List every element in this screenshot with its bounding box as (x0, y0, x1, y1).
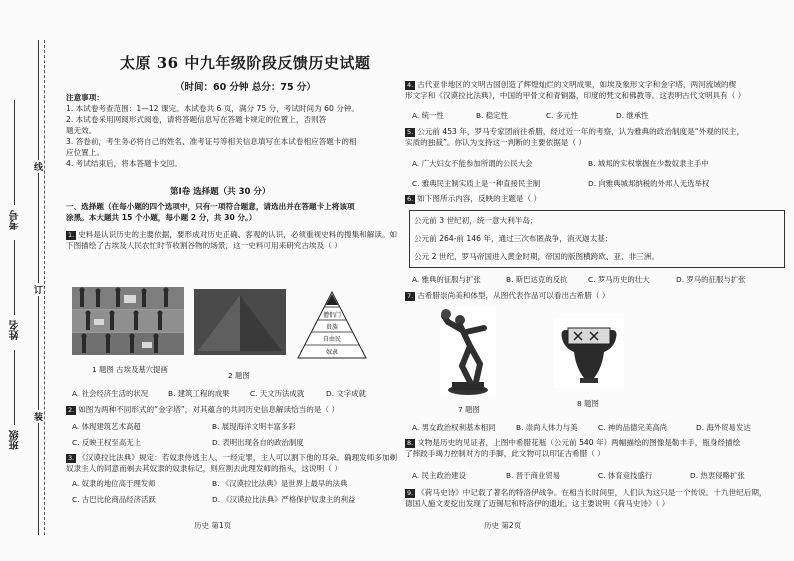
question-9 (405, 487, 790, 509)
ding-mark: 订 (34, 283, 43, 296)
question-text: 古希腊崇尚美和体型，从图代表作品可以看出古希腊（ ） (417, 291, 610, 300)
question-number: 4. (407, 81, 414, 89)
class-underline (14, 350, 15, 425)
q6-option-b[interactable]: B. 斯巴达克的反抗 (506, 275, 568, 284)
question-text: 史料是认识历史的主要依据，要形成对历史正确、客观的认识，必须重视史料的搜集和解读。如 (78, 230, 398, 239)
id-underline (14, 100, 15, 205)
q8-option-c[interactable]: C. 体育竞技盛行 (598, 471, 653, 480)
question-1 (66, 229, 406, 251)
q2-option-d[interactable]: D. 表明出现各自的政治制度 (212, 438, 304, 447)
notes-block (66, 103, 406, 169)
question-text: 实质的独裁”。你认为支持这一判断的主要依据是（ ） (405, 138, 587, 147)
q6-option-c[interactable]: C. 罗马历史的壮大 (588, 275, 650, 284)
q5-option-a[interactable]: A. 广大妇女不能参加所谓的公民大会 (412, 159, 533, 168)
question-text: 古代亚非地区的文明古国创造了辉煌灿烂的文明成果，如埃及象形文字和金字塔，两河流域的楔 (417, 80, 737, 89)
q4-option-d[interactable]: D. 继承性 (616, 111, 649, 120)
pyramid-tier-1: 僧侣门 (322, 312, 342, 319)
note-line: 3. 答卷前，考生务必将自己的姓名、准考证号等相关信息填写在本试卷相应答题卡的相 (66, 137, 357, 146)
question-text: 《汉谟拉比法典》规定：若奴隶侍逃主人，一经定罪，主人可以割下他的耳朵。确理发师多加剃 (78, 453, 398, 462)
question-text: 如图为两种不同形式的“金字塔”，对其蕴含的共同历史信息解读恰当的是（ ） (78, 405, 340, 414)
q5-option-d[interactable]: D. 向雅典城邦纳税的外邦人无选举权 (588, 179, 710, 188)
pyramid-tier-3: 自由民 (322, 336, 342, 343)
note-line: 题无效。 (66, 126, 97, 135)
question-3 (66, 452, 406, 474)
question-text: 《荷马史诗》中记载了著名的特洛伊战争。在相当长时间里，人们认为这只是一个传说。十九世纪后期， (417, 488, 767, 497)
question-number: 8. (407, 439, 414, 447)
pyramid-photo-image (194, 289, 286, 355)
q4-option-c[interactable]: C. 多元性 (546, 111, 579, 120)
question-text: 文物是历史的见证者，上图中希腊花瓶（公元前 540 年）两幅描绘的图像是勒丰手，瓶身经描绘 (417, 438, 741, 447)
name-label: 姓名 (10, 320, 21, 340)
q6-box-line-2: 公元前 264-前 146 年，通过三次布匿战争，消灭迦太基； (414, 234, 613, 243)
q7-option-c[interactable]: C. 神的品德完美高尚 (598, 423, 667, 432)
exam-title: 太原 36 中九年级阶段反馈历史试题 (120, 54, 371, 72)
q5-option-b[interactable]: B. 城邦的实权掌握在少数奴隶主手中 (588, 159, 709, 168)
q4-option-a[interactable]: A. 统一性 (412, 111, 444, 120)
section-intro (66, 201, 406, 223)
q1-option-a[interactable]: A. 社会经济生活的状况 (72, 389, 149, 398)
binding-dashed-line (44, 40, 45, 535)
q8-option-b[interactable]: B. 晋于商业贸易 (506, 471, 561, 480)
note-line: 1. 本试卷考查范围：1—12 课完。本试卷共 6 页，满分 75 分，考试时间为 60 分钟。 (66, 104, 360, 113)
q8-option-d[interactable]: D. 热衷侵略扩张 (690, 471, 745, 480)
question-number: 3. (68, 454, 75, 462)
question-5 (405, 126, 790, 148)
question-text: 奴隶主人的同意而剃去其奴隶的奴隶标记，则应割去此理发师的指头，这说明（ ） (66, 464, 342, 473)
question-number: 9. (407, 489, 414, 497)
question-8 (405, 437, 790, 459)
social-pyramid-diagram (296, 290, 368, 360)
discobolus-statue-image (440, 306, 496, 396)
q2-option-b[interactable]: B. 展现海洋文明丰富多彩 (212, 422, 296, 431)
class-label: 班级 (10, 430, 21, 450)
zhuang-mark: 装 (34, 410, 43, 423)
q2-option-a[interactable]: A. 体现建筑艺术高超 (72, 422, 141, 431)
q5-option-c[interactable]: C. 雅典民主制实质上是一种直接民主制 (412, 179, 541, 188)
section-intro-line: 涂黑。本大题共 15 个小题，每小题 2 分，共 30 分。） (66, 213, 257, 222)
q1-option-b[interactable]: B. 建筑工程的成果 (168, 389, 230, 398)
q6-option-a[interactable]: A. 雅典的征服与扩张 (412, 275, 481, 284)
image-caption-2: 2 题图 (228, 371, 250, 380)
binding-margin (0, 0, 62, 561)
q7-option-d[interactable]: D. 海外贸易发达 (696, 423, 751, 432)
q6-option-d[interactable]: D. 罗马的征服与扩张 (676, 275, 746, 284)
section-intro-line: 一、选择题（在每小题的四个选项中，只有一项符合题意，请选出并在答题卡上将该项 (66, 202, 355, 211)
question-number: 2. (68, 406, 75, 414)
question-7 (405, 290, 790, 301)
question-number: 5. (407, 128, 414, 136)
question-number: 1. (68, 231, 75, 239)
question-number: 6. (407, 195, 414, 203)
note-line: 4. 考试结束后，将本答题卡交回。 (66, 159, 182, 168)
page-footer-left: 历史 第1页 (194, 521, 232, 530)
question-6 (405, 193, 790, 204)
id-label: 考号 (10, 210, 21, 230)
image-caption-8: 8 题图 (577, 399, 599, 408)
q1-option-d[interactable]: D. 文字成就 (326, 389, 366, 398)
notes-heading: 注意事项： (66, 93, 104, 102)
q6-box-line-3: 公元 2 世纪，罗马帝国进入黄金时期，帝国的版图横跨欧、亚、非三洲。 (414, 252, 660, 261)
section-title: 第Ⅰ卷 选择题（共 30 分） (170, 187, 271, 197)
q3-option-b[interactable]: B. 《汉谟拉比法典》是世界上最早的法典 (212, 479, 348, 488)
xian-mark: 线 (34, 160, 43, 173)
q1-option-c[interactable]: C. 天文历法成就 (250, 389, 305, 398)
pyramid-tier-4: 奴隶 (325, 349, 339, 356)
q3-option-a[interactable]: A. 奴隶的地位高于理发师 (72, 479, 156, 488)
q7-option-a[interactable]: A. 男女政治权利基本相同 (412, 423, 496, 432)
note-line: 应位置上。 (66, 148, 104, 157)
q6-box-line-1: 公元前 3 世纪初，统一意大利半岛； (414, 216, 538, 225)
question-4 (405, 79, 790, 101)
question-number: 7. (407, 292, 414, 300)
greek-vase-image (554, 318, 624, 388)
q3-option-d[interactable]: D. 《汉谟拉比法典》严格保护奴隶主的利益 (212, 495, 356, 504)
q4-option-b[interactable]: B. 稳定性 (476, 111, 508, 120)
egypt-mural-image (72, 287, 184, 355)
name-underline (14, 240, 15, 315)
pyramid-tier-2: 贵族 (325, 324, 339, 331)
q8-option-a[interactable]: A. 民主政治建设 (412, 471, 466, 480)
question-text: 德国人施文麦挖出发现了迈锡尼和特洛伊的遗址。这主要说明《荷马史诗》（ ） (405, 499, 670, 508)
q3-option-c[interactable]: C. 古巴比伦商品经济活跃 (72, 495, 156, 504)
question-2 (66, 404, 406, 415)
exam-time-score: （时间：60 分钟 总分：75 分） (175, 82, 316, 93)
question-text: 如下图所示内容，反映的主题是（ ） (417, 194, 542, 203)
question-text: 下图描绘了古埃及人民农忙时节收割谷物的场景，这一史料可用来研究古埃及（ ） (66, 241, 342, 250)
q7-option-b[interactable]: B. 崇尚人体力与美 (516, 423, 578, 432)
question-text: 了摔跤手竭力控制对方的手脚，此文物可以印证古希腊（ ） (405, 449, 605, 458)
image-caption-7: 7 题图 (458, 405, 480, 414)
question-text: 形文字和《汉谟拉比法典》，中国的甲骨文和青铜器，印度的梵文和佛教等。这表明古代文明具有（ ） (405, 91, 746, 100)
page-footer-right: 历史 第2页 (484, 521, 522, 530)
q2-option-c[interactable]: C. 反映王权至高无上 (72, 438, 141, 447)
note-line: 2. 本试卷采用网阅形式阅卷，请将答题信息写在答题卡规定的位置上，否则答 (66, 115, 327, 124)
q6-info-box (409, 210, 785, 268)
question-text: 公元前 453 年，罗马专家团前往希腊，经过近一年的考察，认为雅典的政治制度是“外观的民主， (417, 127, 745, 136)
image-caption-1: 1 题图 古埃及墓穴提画 (92, 365, 168, 374)
